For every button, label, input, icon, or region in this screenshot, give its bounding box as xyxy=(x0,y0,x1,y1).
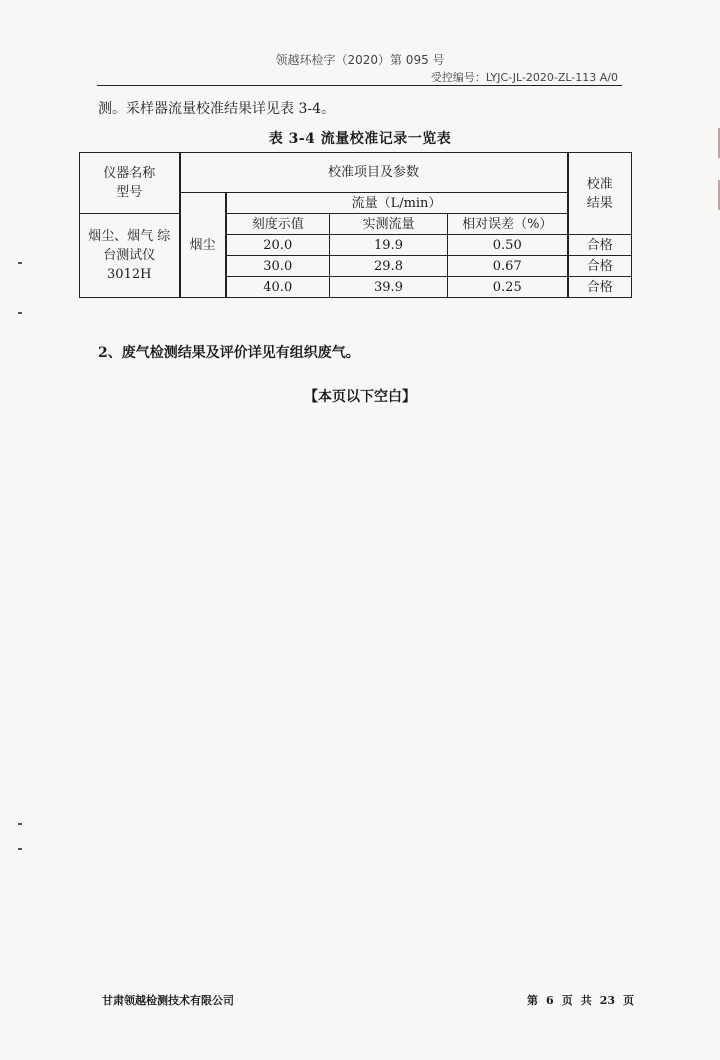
result-header-cell xyxy=(568,153,632,235)
col-scale-header: 刻度示值 xyxy=(226,214,330,235)
result-value: 合格 xyxy=(568,277,632,298)
calib-header: 校准项目及参数 xyxy=(180,153,568,193)
result-value: 合格 xyxy=(568,256,632,277)
result-value: 合格 xyxy=(568,235,632,256)
blank-page-note: 【本页以下空白】 xyxy=(304,389,416,405)
measured-value: 19.9 xyxy=(330,235,448,256)
header-divider xyxy=(97,85,622,86)
error-value: 0.50 xyxy=(448,235,568,256)
result-header-line1: 校准 xyxy=(586,176,613,192)
error-value: 0.25 xyxy=(448,277,568,298)
scan-mark xyxy=(18,848,22,850)
scale-value: 20.0 xyxy=(226,235,330,256)
measured-value: 39.9 xyxy=(330,277,448,298)
stamp-edge-mark xyxy=(714,180,720,210)
page-label-suffix: 页 xyxy=(561,994,573,1007)
page-counter xyxy=(523,992,638,1008)
error-value: 0.67 xyxy=(448,256,568,277)
page-label-prefix: 第 xyxy=(527,994,539,1007)
calibration-table xyxy=(79,152,632,298)
control-number: 受控编号：LYJC-JL-2020-ZL-113 A/0 xyxy=(430,71,618,84)
company-name: 甘肃领越检测技术有限公司 xyxy=(102,994,234,1007)
col-error-header: 相对误差（%） xyxy=(448,214,568,235)
instrument-line2: 台测试仪 xyxy=(103,248,156,263)
total-label-prefix: 共 xyxy=(580,994,592,1007)
instrument-header-line2: 型号 xyxy=(116,185,143,200)
item-cell: 烟尘 xyxy=(180,193,226,298)
instrument-header-line1: 仪器名称 xyxy=(103,166,156,181)
total-pages: 23 xyxy=(599,994,615,1007)
flow-header: 流量（L/min） xyxy=(226,193,568,214)
result-header-line2: 结果 xyxy=(586,195,613,211)
instrument-header-cell xyxy=(80,153,180,214)
instrument-cell xyxy=(80,214,180,298)
scan-mark xyxy=(18,312,22,314)
stamp-edge-mark xyxy=(714,128,720,158)
section-2-text: 2、废气检测结果及评价详见有组织废气。 xyxy=(98,345,360,361)
page-number: 6 xyxy=(546,994,554,1007)
intro-text: 测。采样器流量校准结果详见表 3-4。 xyxy=(98,101,335,117)
total-label-suffix: 页 xyxy=(623,994,634,1007)
scan-mark xyxy=(18,823,22,825)
scan-mark xyxy=(18,262,22,264)
instrument-line1: 烟尘、烟气 综 xyxy=(88,229,171,244)
report-number: 领越环检字（2020）第 095 号 xyxy=(275,53,445,67)
measured-value: 29.8 xyxy=(330,256,448,277)
instrument-line3: 3012H xyxy=(107,267,152,282)
table-title: 表 3-4 流量校准记录一览表 xyxy=(268,131,452,147)
scale-value: 40.0 xyxy=(226,277,330,298)
scale-value: 30.0 xyxy=(226,256,330,277)
col-measured-header: 实测流量 xyxy=(330,214,448,235)
